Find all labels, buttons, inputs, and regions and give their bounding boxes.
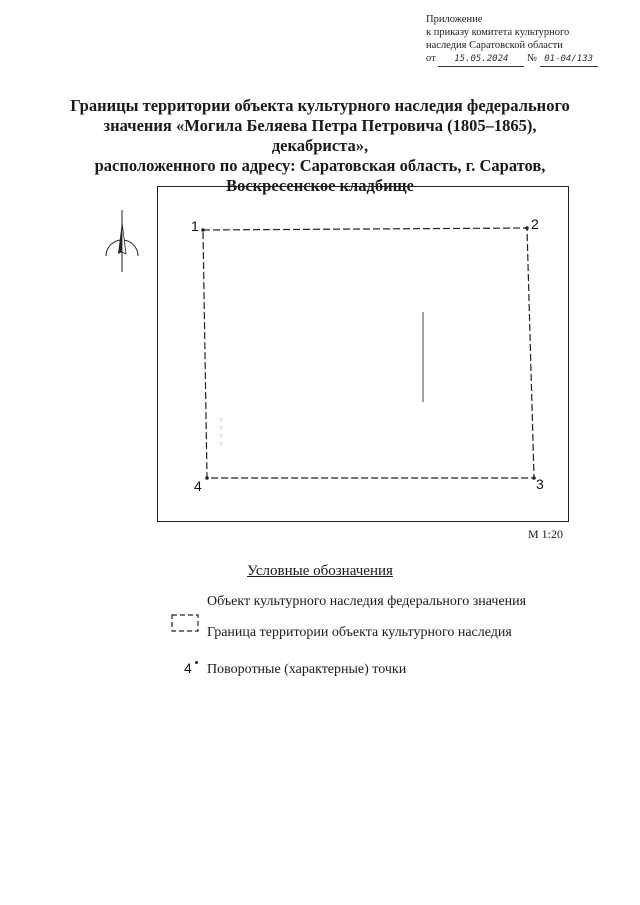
point-marker-icon: [184, 660, 192, 678]
document-title: [60, 96, 580, 196]
map-scale: М 1:20: [528, 527, 564, 541]
point-label-3: 3: [536, 476, 544, 492]
point-label-1: 1: [191, 218, 199, 234]
dashed-rect-icon: [170, 613, 200, 633]
north-arrow-icon: [100, 208, 144, 274]
point-label-2: 2: [531, 216, 539, 232]
header-line-1: Приложение: [426, 14, 483, 25]
header-date-number-line: [426, 52, 598, 67]
territory-boundary: [157, 186, 569, 522]
point-marker-text: 4: [184, 660, 192, 676]
title-line-4: Воскресенское кладбище: [226, 176, 414, 195]
header-line-2: к приказу комитета культурного: [426, 27, 570, 38]
title-line-3: расположенного по адресу: Саратовская область, г. Саратов,: [94, 156, 546, 175]
header-line-3: наследия Саратовской области: [426, 40, 563, 51]
legend-heading: Условные обозначения: [247, 563, 393, 579]
date-value: 15.05.2024: [454, 54, 509, 64]
document-header: [426, 13, 598, 67]
title-line-1: Границы территории объекта культурного наследия федерального: [70, 96, 570, 115]
title-line-2: значения «Могила Беляева Петра Петровича (1805–1865), декабриста»,: [103, 116, 537, 155]
legend-item-object: Объект культурного наследия федерального значения: [207, 594, 527, 609]
legend-item-points: Поворотные (характерные) точки: [207, 662, 407, 677]
date-prefix: от: [426, 53, 436, 64]
point-label-4: 4: [194, 478, 202, 494]
legend-item-boundary: Граница территории объекта культурного наследия: [207, 625, 512, 640]
number-value: 01-04/133: [544, 54, 593, 64]
point-dot-icon: [195, 661, 198, 664]
number-prefix: №: [526, 53, 537, 64]
